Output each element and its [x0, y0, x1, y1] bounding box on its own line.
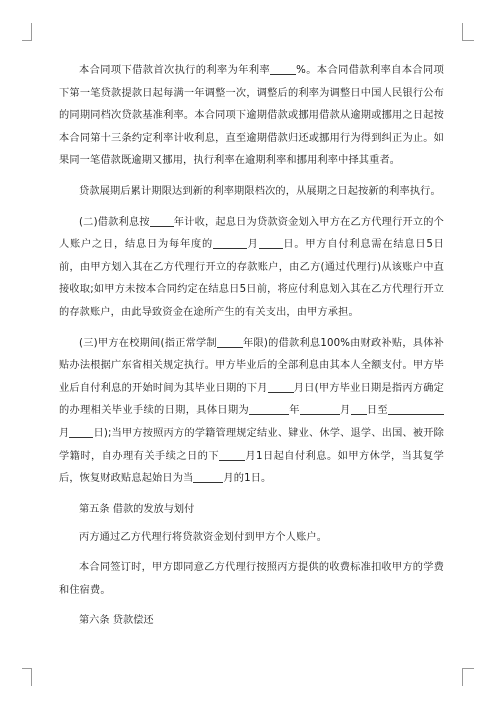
text: 月 — [339, 405, 351, 417]
crop-mark-top-right-h — [462, 40, 474, 41]
blank-field — [351, 402, 367, 415]
crop-mark-top-right — [462, 23, 463, 41]
blank-field — [69, 425, 93, 438]
text: 月1日起自付利息。如甲方休学，当其复学后，恢复财政贴息起始日为当 — [59, 450, 444, 485]
section-6-heading: 第六条 贷款偿还 — [79, 615, 154, 627]
text: 月日(甲方毕业日期是指丙方确定的办理相关毕业手续的日期，具体日期为 — [59, 382, 444, 417]
crop-mark-bottom-right-h — [462, 668, 474, 669]
blank-field — [193, 470, 223, 483]
text: 年 — [289, 405, 300, 417]
blank-field — [150, 214, 174, 227]
text: 月 — [59, 427, 70, 439]
blank-field — [300, 402, 340, 415]
text: 年计收，起息日为贷款资金划入甲方在乙方代理行开立的个人账户之日，结息日为每年度的 — [59, 216, 444, 251]
blank-field — [268, 380, 294, 393]
text: 年限)的借款利息100%由财政补贴，具体补贴办法根据广东省相关规定执行。甲方毕业后的全部利息由其本人全额支付。甲方毕业后自付利息的开始时间为其毕业日期的下月 — [59, 337, 444, 394]
blank-field — [219, 448, 245, 461]
text: 月 — [247, 239, 259, 251]
crop-mark-bottom-right — [462, 668, 463, 686]
text: %。本合同借款利率自本合同项下第一笔贷款提款日起每满一年调整一次，调整后的利率为调整日中国人民银行公布的同期同档次贷款基准利率。本合同项下逾期借款或挪用借款从逾期或挪用之日起按本合同第十三条约定利率计收利息，直至逾期借款归还或挪用行为得到纠正为止。如果同一笔借款既逾期又挪用，执行利率在逾期利率和挪用利率中择其重者。 — [59, 65, 445, 167]
text: 月的1日。 — [223, 473, 272, 485]
crop-mark-top-left — [31, 23, 32, 41]
blank-field — [217, 335, 243, 348]
text: 日至 — [366, 405, 388, 417]
paragraph-interest-settlement — [59, 212, 444, 325]
document-body — [59, 60, 444, 638]
paragraph-extension — [59, 181, 444, 204]
text: (三)甲方在校期间(指正常学制 — [79, 337, 217, 349]
paragraph-disbursement — [59, 527, 444, 550]
crop-mark-top-left-h — [22, 40, 32, 41]
text: 本合同签订时，甲方即同意乙方代理行按照丙方提供的收费标准扣收甲方的学费和住宿费。 — [59, 562, 444, 596]
crop-mark-bottom-left-h — [22, 668, 32, 669]
paragraph-fees — [59, 557, 444, 602]
text: 本合同项下借款首次执行的利率为年利率 — [79, 65, 271, 76]
paragraph-interest-rate — [59, 60, 444, 173]
text: 丙方通过乙方代理行将贷款资金划付到甲方个人账户。 — [79, 531, 328, 543]
blank-field — [270, 62, 296, 75]
crop-mark-bottom-left — [31, 668, 32, 686]
text: 贷款展期后累计期限达到新的利率期限档次的，从展期之日起按新的利率执行。 — [79, 185, 441, 197]
blank-field — [388, 402, 444, 415]
blank-field — [249, 402, 289, 415]
text: 日。甲方自付利息需在结息日5日前，由甲方划入其在乙方代理行开立的存款账户，由乙方(通过代理行)从该账户中直接收取;如甲方未按本合同约定在结息日5日前，将应付利息划入其在乙方代理行开立的存款账户，由此导致资金在途所产生的有关支出，由甲方承担。 — [59, 239, 444, 318]
paragraph-subsidy — [59, 333, 444, 491]
blank-field — [213, 236, 247, 249]
section-5-heading: 第五条 借款的发放与划付 — [79, 503, 195, 515]
text: (二)借款利息按 — [79, 216, 150, 228]
blank-field — [259, 236, 283, 249]
text: 日);当甲方按照丙方的学籍管理规定结业、肄业、休学、退学、出国、被开除学籍时，自办理有关手续之日的下 — [59, 427, 444, 462]
